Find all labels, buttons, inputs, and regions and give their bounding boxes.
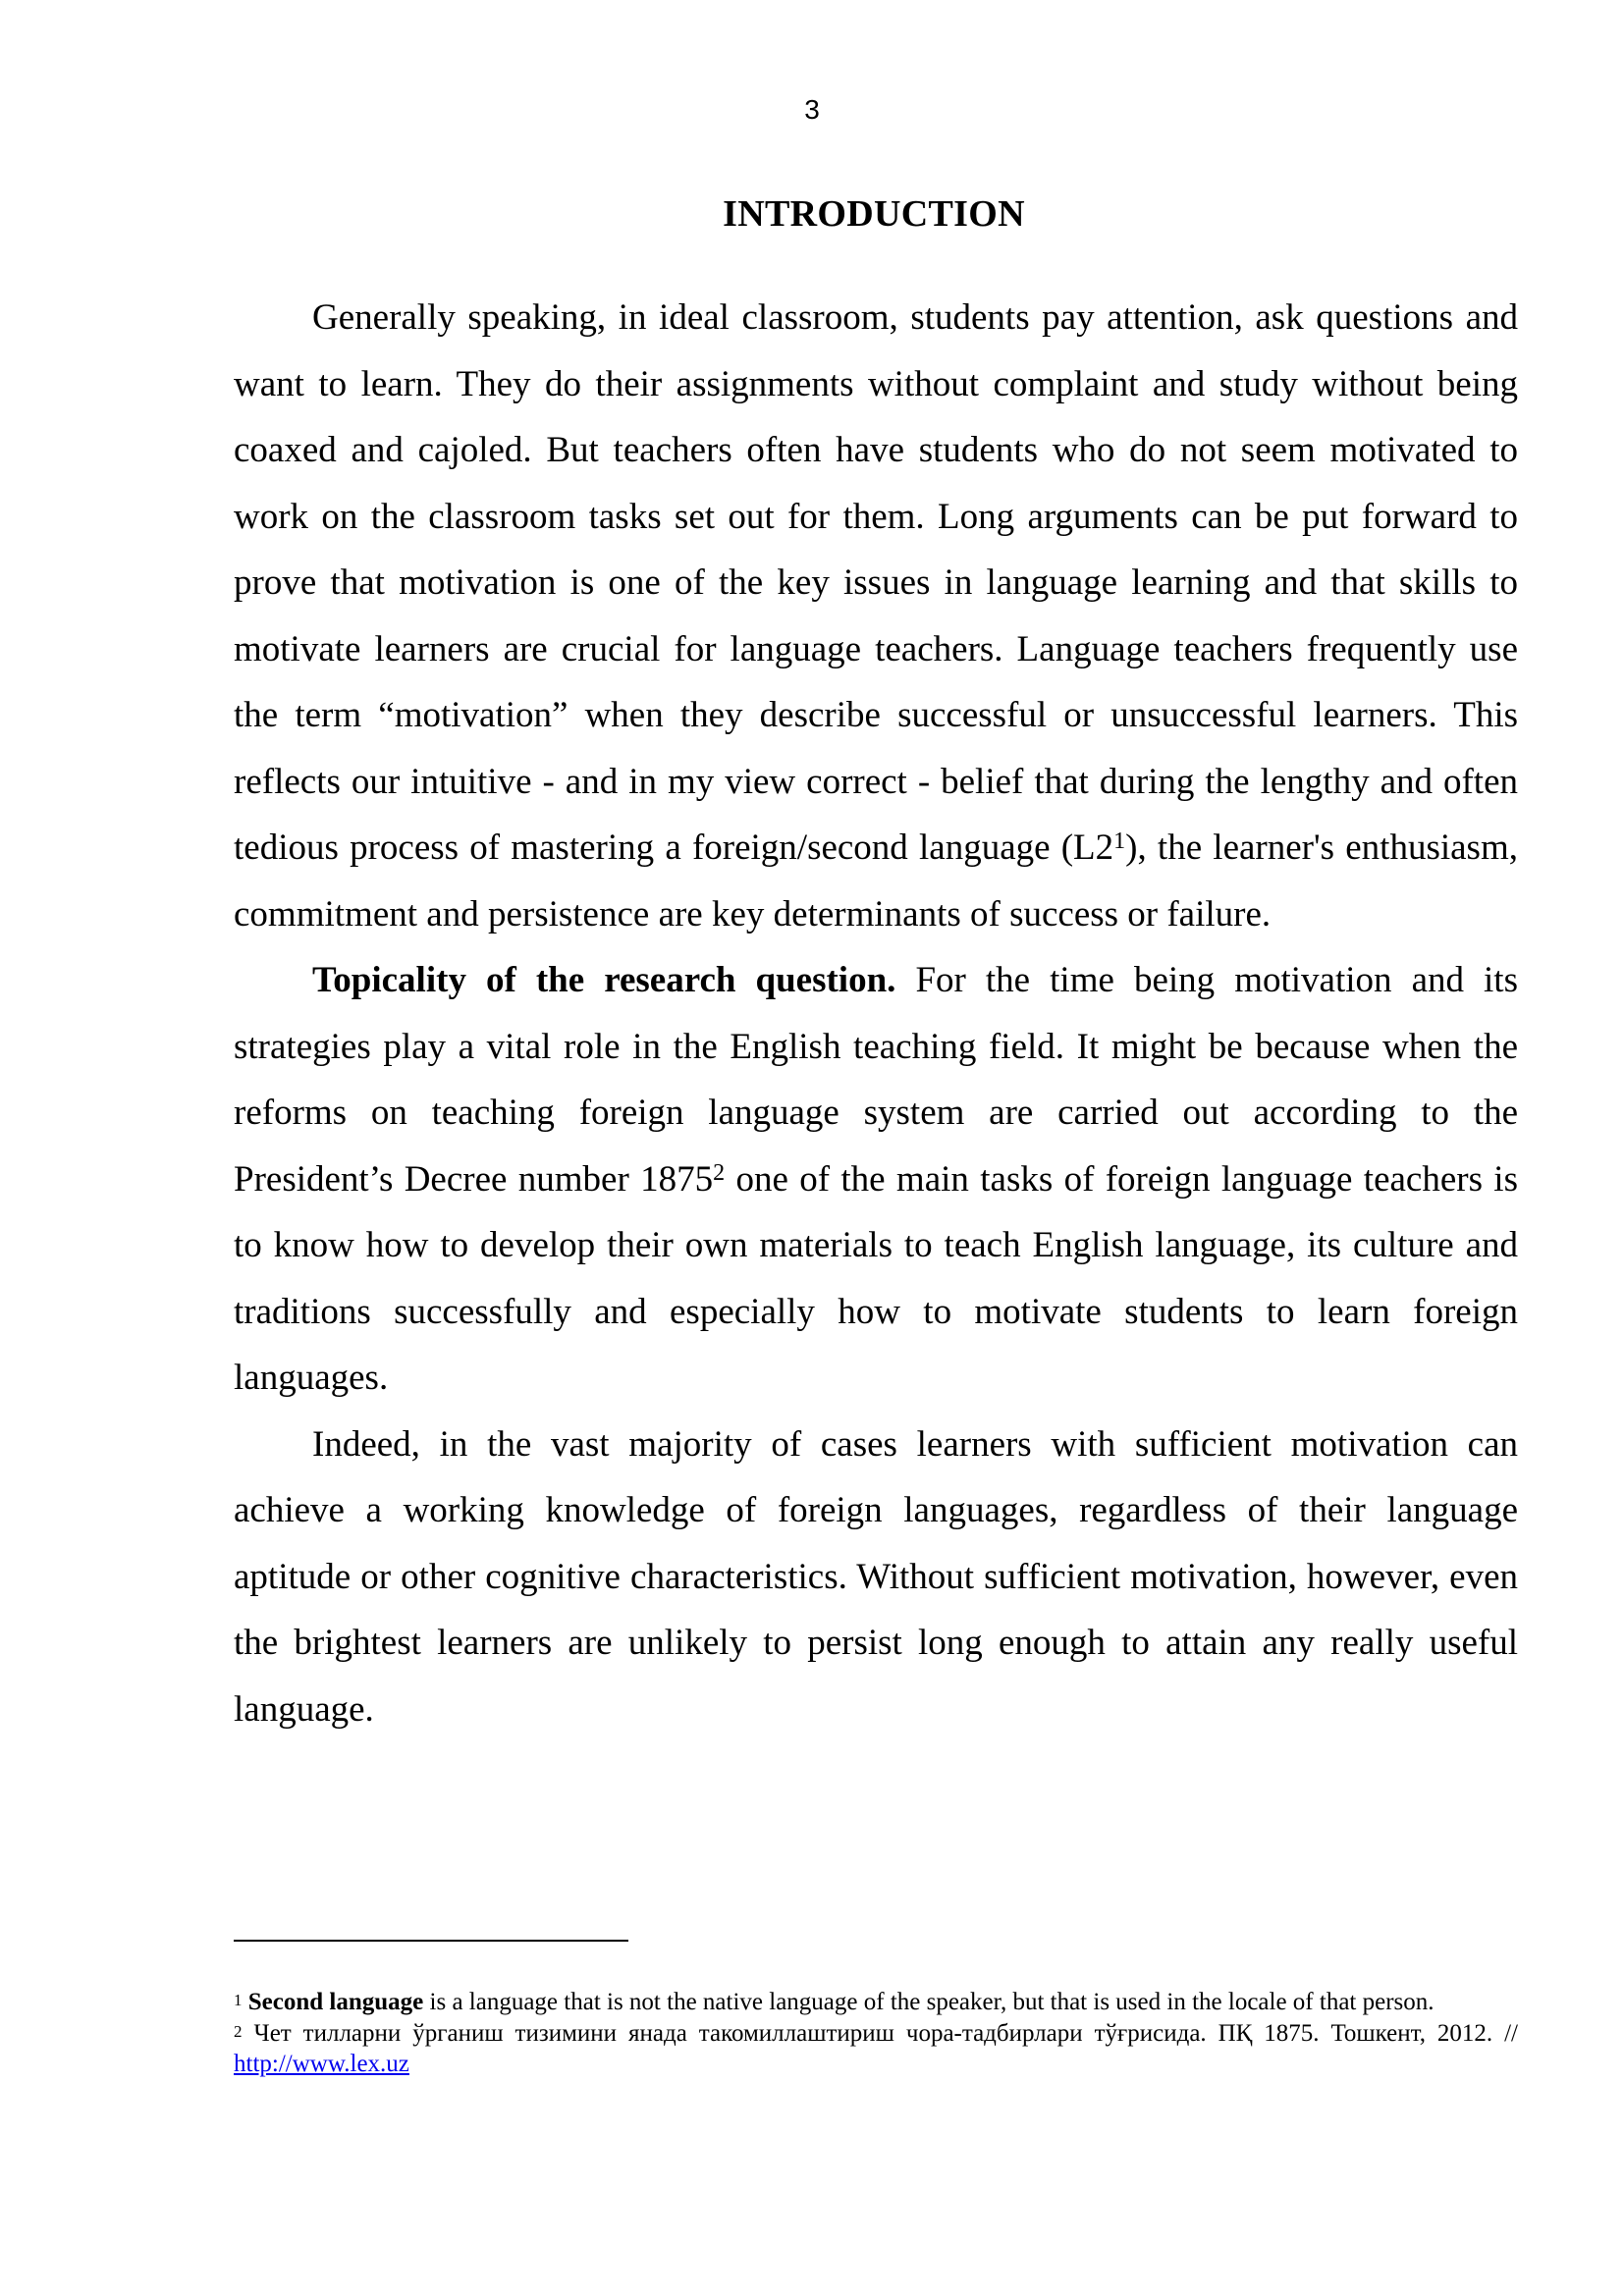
paragraph-text: one of the main tasks of foreign language teachers is to know how to develop their own materials to teach English language, its culture and traditions successfully and especially how to motivate students to learn foreign languages. [234,1158,1518,1398]
page-number: 3 [804,94,820,125]
section-heading: INTRODUCTION [723,193,1025,235]
paragraph-text: Generally speaking, in ideal classroom, students pay attention, ask questions and want to learn. They do their assignments without complaint and study without being coaxed and cajoled. But teachers often have students who do not seem motivated to work on the classroom tasks set out for them. Long arguments can be put forward to prove that motivation is one of the key issues in language learning and that skills to motivate learners are crucial for language teachers. Language teachers frequently use the term “motivation” when they describe successful or unsuccessful learners. This reflects our intuitive - and in my view correct - belief that during the lengthy and often tedious process of mastering a foreign/second language (L2 [234,297,1518,868]
paragraph-topicality [234,947,1518,1412]
footnotes [234,1987,1518,2080]
body-text [234,285,1518,1742]
footnote-1 [234,1987,1518,2018]
footnote-reference-2[interactable]: 2 [713,1159,726,1186]
footnote-text: is a language that is not the native language of the speaker, but that is used in the locale of that person. [423,1989,1435,2015]
footnote-text: Чет тилларни ўрганиш тизимини янада такомиллаштириш чора-тадбирлари тўғрисида. ПҚ 1875. Тошкент, 2012. // [253,2019,1518,2047]
paragraph-motivation-intro [234,285,1518,947]
footnote-marker: 2 [234,2021,243,2041]
paragraph-text: Indeed, in the vast majority of cases learners with sufficient motivation can achieve a working knowledge of foreign languages, regardless of their language aptitude or other cognitive characteristics. Without sufficient motivation, however, even the brightest learners are unlikely to persist long enough to attain any really useful language. [234,1423,1518,1730]
paragraph-text: ), the learner's enthusiasm, commitment and persistence are key determinants of success or failure. [234,828,1518,934]
topicality-lead: Topicality of the research question. [312,960,896,1000]
footnote-separator [234,1940,628,1942]
lex-uz-link[interactable]: http://www.lex.uz [234,2051,409,2077]
footnote-marker: 1 [234,1991,243,2009]
footnote-2 [234,2018,1518,2080]
footnote-reference-1[interactable]: 1 [1113,828,1126,854]
footnote-term: Second language [247,1989,424,2015]
paragraph-sufficient-motivation [234,1412,1518,1743]
paragraph-text: For the time being motivation and its strategies play a vital role in the English teaching field. It might be because when the reforms on teaching foreign language system are carried out according to the President’s Decree number 1875 [234,960,1518,1200]
